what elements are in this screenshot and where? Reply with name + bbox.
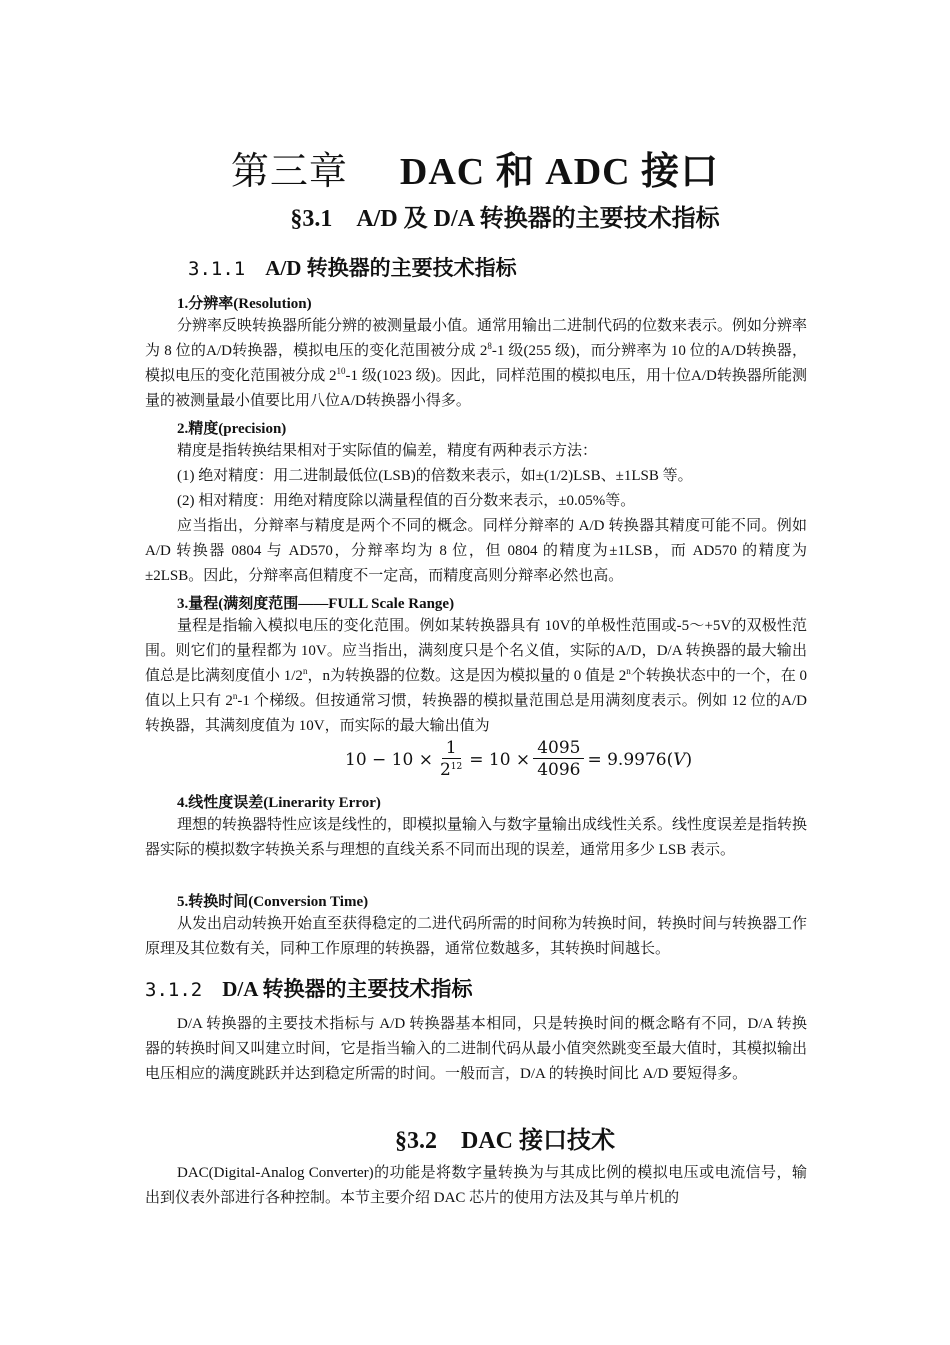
den-exponent: 12 <box>450 762 463 772</box>
precision-note: 应当指出，分辩率与精度是两个不同的概念。同样分辩率的 A/D 转换器其精度可能不同。例如 A/D 转换器 0804 与 AD570，分辩率均为 8 位，但 0804 的精度为±1LSB，而 AD570 的精度为±2LSB。因此，分辩率高但精度不一定高，而精度高则分辩率必然也高。 <box>145 518 807 584</box>
superscript: n <box>302 666 308 676</box>
conversion-paragraph: 从发出启动转换开始直至获得稳定的二进代码所需的时间称为转换时间，转换时间与转换器工作原理及其位数有关，同种工作原理的转换器，通常位数越多，其转换时间越长。 <box>145 916 808 957</box>
text-run: ，n为转换器的位数。这是因为模拟量的 0 值是 2 <box>307 668 627 684</box>
text-run: -1 级(1023 级)。因此，同样范围的模拟电压，用十位A/D转换器所能测量的被测量最小值要比用八位A/D转换器小得多。 <box>145 368 807 409</box>
subsection-number: 3.1.2 <box>145 979 203 1001</box>
fraction-4095-over-4096 <box>533 738 584 781</box>
formula-unit: V <box>673 749 686 770</box>
fraction-denominator <box>436 759 466 781</box>
range-heading: 3.量程(满刻度范围——FULL Scale Range) <box>177 596 455 612</box>
subsection-number: 3.1.1 <box>188 258 246 280</box>
text-run: -1 个梯级。但按通常习惯，转换器的模拟量范围总是用满刻度表示。例如 12 位的A/D转换器，其满刻度值为 10V，而实际的最大输出值为 <box>145 693 807 734</box>
fraction-1-over-2-12 <box>436 738 466 781</box>
max-output-formula <box>345 738 692 781</box>
conversion-heading: 5.转换时间(Conversion Time) <box>177 894 369 910</box>
linearity-heading: 4.线性度误差(Linerarity Error) <box>177 795 381 811</box>
chapter-number: 第三章 <box>230 151 348 193</box>
section-3-1-title: §3.1 A/D 及 D/A 转换器的主要技术指标 <box>290 206 720 232</box>
precision-heading: 2.精度(precision) <box>177 421 287 437</box>
formula-close: ) <box>685 749 693 770</box>
resolution-heading: 1.分辨率(Resolution) <box>177 296 312 312</box>
da-spec-paragraph: D/A 转换器的主要技术指标与 A/D 转换器基本相同，只是转换时间的概念略有不同，D/A 转换器的转换时间又叫建立时间，它是指当输入的二进制代码从最小值突然跳变至最大值时，其模拟输出电压相应的满度跳跃并达到稳定所需的时间。一般而言，D/A 的转换时间比 A/D 要短得多。 <box>145 1016 807 1082</box>
fraction-numerator: 1 <box>442 738 461 759</box>
chapter-name: DAC 和 ADC 接口 <box>399 151 720 193</box>
subsection-3-1-2-title <box>145 973 472 1003</box>
range-paragraph <box>145 614 807 739</box>
text-run: 分辨率反映转换器所能分辨的被测量最小值。通常用输出二进制代码的位数来表示。例如分辨率为 8 位的A/D转换器，模拟电压的变化范围被分成 2 <box>145 318 808 359</box>
fraction-numerator: 4095 <box>533 738 584 759</box>
text-run: 量程是指输入模拟电压的变化范围。例如某转换器具有 10V的单极性范围或-5～+5V的双极性范围。则它们的量程都为 10V。应当指出，满刻度只是个名义值，实际的A/D，D/A 转换器的最大输出值总是比满刻度值小 1/2 <box>145 618 807 684</box>
subsection-text: D/A 转换器的主要技术指标 <box>222 977 473 1001</box>
chapter-title <box>0 140 950 195</box>
precision-absolute: (1) 绝对精度：用二进制最低位(LSB)的倍数来表示，如±(1/2)LSB、±1LSB 等。 <box>177 468 693 484</box>
subsection-3-1-1-title <box>188 252 517 282</box>
den-base: 2 <box>439 760 451 780</box>
text-run: -1 级(255 级)，而分辨率为 10 位的A/D转换器，模拟电压的变化范围被分成 2 <box>145 343 807 384</box>
superscript: 10 <box>336 366 346 376</box>
formula-mid: = 10 × <box>469 749 531 770</box>
dac-intro-paragraph: DAC(Digital-Analog Converter)的功能是将数字量转换为与其成比例的模拟电压或电流信号，输出到仪表外部进行各种控制。本节主要介绍 DAC 芯片的使用方法及其与单片机的 <box>145 1165 807 1206</box>
fraction-denominator: 4096 <box>537 760 581 780</box>
precision-intro: 精度是指转换结果相对于实际值的偏差，精度有两种表示方法： <box>177 443 598 459</box>
formula-lhs: 10 − 10 × <box>345 749 433 770</box>
section-3-2-title: §3.2 DAC 接口技术 <box>395 1128 615 1154</box>
superscript: n <box>626 666 631 676</box>
text-run: 个转换状态中的一个，在 0 值以上只有 2 <box>145 668 807 709</box>
formula-rhs: = 9.9976( <box>587 749 674 770</box>
linearity-paragraph: 理想的转换器特性应该是线性的，即模拟量输入与数字量输出成线性关系。线性度误差是指转换器实际的模拟数字转换关系与理想的直线关系不同而出现的误差，通常用多少 LSB 表示。 <box>145 817 808 858</box>
precision-relative: (2) 相对精度：用绝对精度除以满量程值的百分数来表示，±0.05%等。 <box>177 493 636 509</box>
subsection-text: A/D 转换器的主要技术指标 <box>265 256 517 280</box>
superscript: 8 <box>487 341 492 351</box>
resolution-paragraph <box>145 314 807 414</box>
superscript: n <box>232 691 238 701</box>
